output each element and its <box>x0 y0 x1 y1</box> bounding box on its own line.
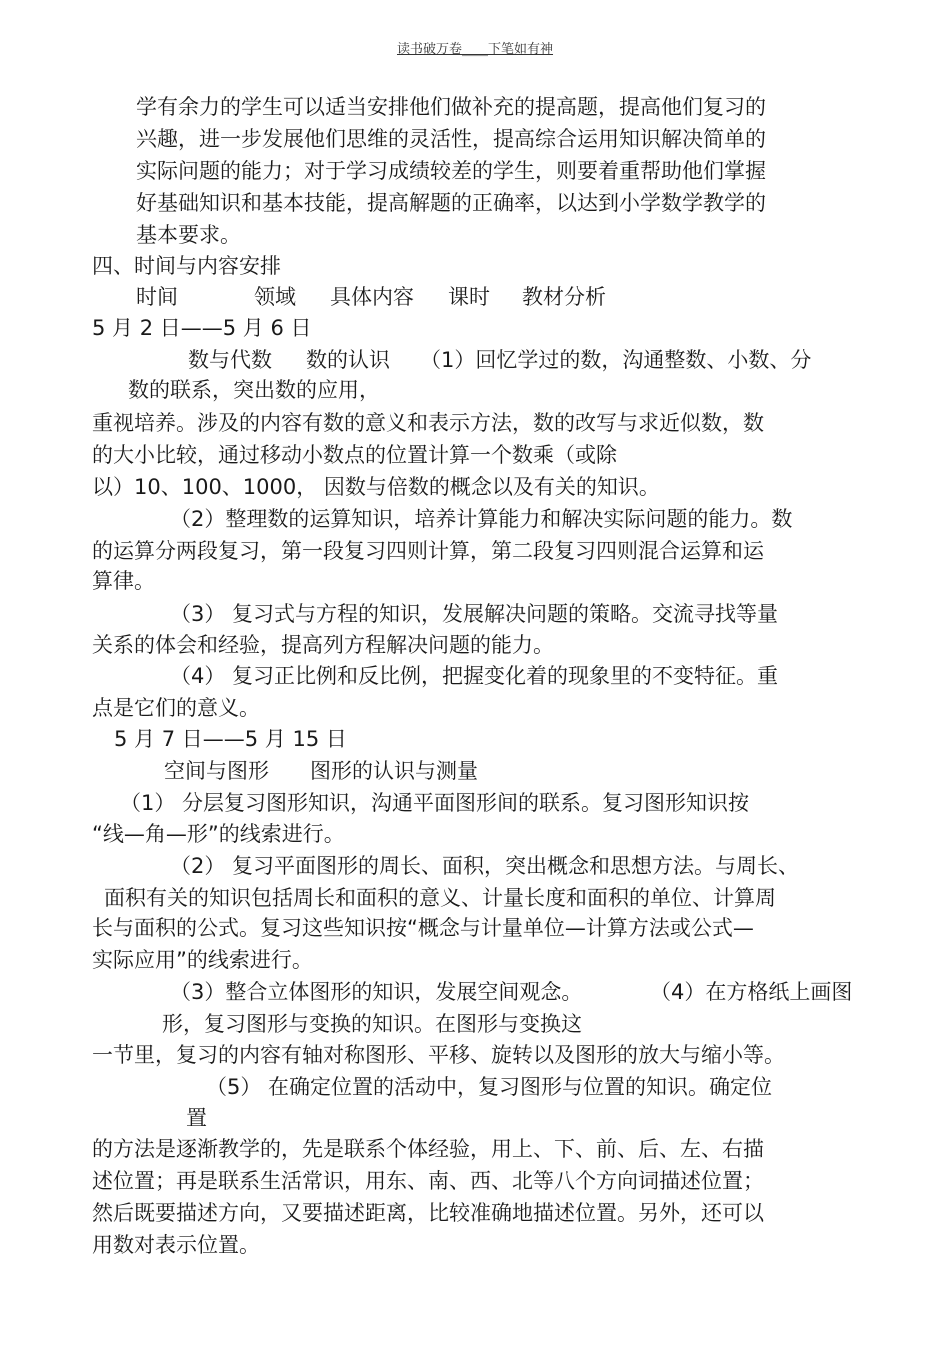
paragraph-line: （2）整理数的运算知识，培养计算能力和解决实际问题的能力。数 <box>170 507 793 531</box>
paragraph-line: 长与面积的公式。复习这些知识按“概念与计量单位—计算方法或公式— <box>92 916 754 940</box>
page-header <box>0 38 950 57</box>
paragraph-line: 学有余力的学生可以适当安排他们做补充的提高题，提高他们复习的 <box>136 95 766 119</box>
paragraph-line: （3） 复习式与方程的知识，发展解决问题的策略。交流寻找等量 <box>170 602 779 626</box>
paragraph-line: 兴趣，进一步发展他们思维的灵活性，提高综合运用知识解决简单的 <box>136 127 766 151</box>
paragraph-line: （1）回忆学过的数，沟通整数、小数、分 <box>420 348 812 372</box>
paragraph-line: 算律。 <box>92 569 155 593</box>
topic-label: 数的认识 <box>306 348 390 372</box>
paragraph-line: （4）在方格纸上画图 <box>650 980 853 1004</box>
paragraph-line: 然后既要描述方向，又要描述距离，比较准确地描述位置。另外，还可以 <box>92 1201 764 1225</box>
paragraph-line: “线—角—形”的线索进行。 <box>92 822 345 846</box>
paragraph-line: 以）10、100、1000， 因数与倍数的概念以及有关的知识。 <box>92 475 660 499</box>
paragraph-line: 基本要求。 <box>136 223 241 247</box>
section-heading: 四、时间与内容安排 <box>92 254 281 278</box>
date-range: 5 月 7 日——5 月 15 日 <box>114 727 347 751</box>
paragraph-line: 置 <box>186 1106 207 1130</box>
paragraph-line: 的大小比较，通过移动小数点的位置计算一个数乘（或除 <box>92 443 617 467</box>
paragraph-line: （3）整合立体图形的知识，发展空间观念。 <box>170 980 583 1004</box>
header-right: 下笔如有神 <box>488 42 554 57</box>
domain-label: 空间与图形 <box>164 759 269 783</box>
table-header-content: 具体内容 <box>330 285 414 309</box>
paragraph-line: 述位置；再是联系生活常识，用东、南、西、北等八个方向词描述位置； <box>92 1169 764 1193</box>
domain-label: 数与代数 <box>188 348 272 372</box>
header-separator: ____ <box>462 42 488 57</box>
paragraph-line: 关系的体会和经验，提高列方程解决问题的能力。 <box>92 633 554 657</box>
paragraph-line: 的运算分两段复习，第一段复习四则计算，第二段复习四则混合运算和运 <box>92 539 764 563</box>
paragraph-line: 一节里，复习的内容有轴对称图形、平移、旋转以及图形的放大与缩小等。 <box>92 1043 785 1067</box>
date-range: 5 月 2 日——5 月 6 日 <box>92 316 312 340</box>
paragraph-line: （2） 复习平面图形的周长、面积，突出概念和思想方法。与周长、 <box>170 854 800 878</box>
paragraph-line: 面积有关的知识包括周长和面积的意义、计量长度和面积的单位、计算周 <box>104 886 776 910</box>
table-header-analysis: 教材分析 <box>522 285 606 309</box>
topic-label: 图形的认识与测量 <box>310 759 478 783</box>
paragraph-line: 实际问题的能力；对于学习成绩较差的学生，则要着重帮助他们掌握 <box>136 159 766 183</box>
paragraph-line: 形，复习图形与变换的知识。在图形与变换这 <box>162 1012 582 1036</box>
header-left: 读书破万卷 <box>396 42 462 57</box>
paragraph-line: 实际应用”的线索进行。 <box>92 948 313 972</box>
paragraph-line: 点是它们的意义。 <box>92 696 260 720</box>
table-header-time: 时间 <box>136 285 178 309</box>
paragraph-line: 重视培养。涉及的内容有数的意义和表示方法，数的改写与求近似数，数 <box>92 411 764 435</box>
paragraph-line: （1） 分层复习图形知识，沟通平面图形间的联系。复习图形知识按 <box>120 791 750 815</box>
table-header-domain: 领域 <box>254 285 296 309</box>
paragraph-line: 的方法是逐渐教学的，先是联系个体经验，用上、下、前、后、左、右描 <box>92 1137 764 1161</box>
paragraph-line: （4） 复习正比例和反比例，把握变化着的现象里的不变特征。重 <box>170 664 779 688</box>
paragraph-line: 用数对表示位置。 <box>92 1233 260 1257</box>
table-header-hours: 课时 <box>448 285 490 309</box>
paragraph-line: 好基础知识和基本技能，提高解题的正确率，以达到小学数学教学的 <box>136 191 766 215</box>
paragraph-line: （5） 在确定位置的活动中，复习图形与位置的知识。确定位 <box>206 1075 773 1099</box>
paragraph-line: 数的联系，突出数的应用， <box>128 378 380 402</box>
